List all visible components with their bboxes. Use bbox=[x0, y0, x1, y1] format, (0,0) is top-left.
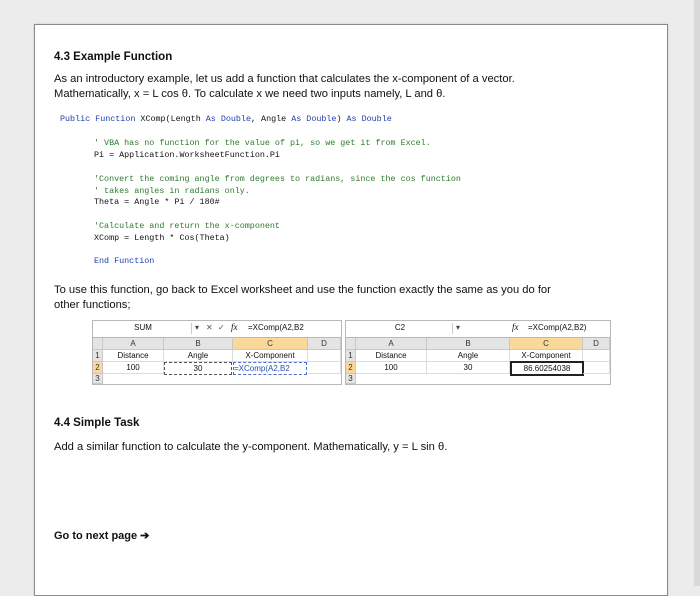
fx-icon[interactable]: fx bbox=[231, 322, 238, 332]
cell-a1[interactable]: Distance bbox=[356, 350, 427, 362]
cell-c1[interactable]: X-Component bbox=[233, 350, 308, 362]
code-xcomp-assignment: XComp = Length * Cos(Theta) bbox=[94, 233, 230, 243]
code-pi-assignment: Pi = Application.WorksheetFunction.Pi bbox=[94, 150, 280, 160]
row-header-3[interactable]: 3 bbox=[346, 374, 356, 384]
code-end-function: End Function bbox=[94, 256, 155, 266]
column-header-a[interactable]: A bbox=[103, 338, 164, 350]
intro-paragraph-line1: As an introductory example, let us add a function that calculates the x-component of a vector. bbox=[54, 73, 515, 85]
cell-b2-marching[interactable]: 30 bbox=[164, 362, 232, 375]
cell-a1[interactable]: Distance bbox=[103, 350, 164, 362]
code-comment-radians: ' takes angles in radians only. bbox=[94, 186, 250, 196]
cell-c2-selected[interactable]: 86.60254038 bbox=[510, 361, 584, 376]
usage-paragraph-line2: other functions; bbox=[54, 299, 131, 311]
excel-screenshot-editing bbox=[92, 320, 342, 385]
cell-b2[interactable]: 30 bbox=[427, 362, 510, 374]
row-header-1[interactable]: 1 bbox=[346, 350, 356, 362]
corner-select-all[interactable] bbox=[93, 338, 103, 350]
cell-d2[interactable] bbox=[583, 362, 610, 374]
cell-d1[interactable] bbox=[308, 350, 341, 362]
chevron-down-icon[interactable]: ▾ bbox=[195, 323, 200, 332]
usage-paragraph-line1: To use this function, go back to Excel worksheet and use the function exactly the same as you do for bbox=[54, 284, 551, 296]
code-text: ) bbox=[336, 114, 347, 124]
column-header-d[interactable]: D bbox=[583, 338, 610, 350]
intro-paragraph-line2: Mathematically, x = L cos θ. To calculate x we need two inputs namely, L and θ. bbox=[54, 88, 446, 100]
name-box[interactable]: C2 bbox=[348, 323, 453, 334]
code-comment-pi: ' VBA has no function for the value of pi, so we get it from Excel. bbox=[94, 138, 431, 148]
excel-screenshot-result bbox=[345, 320, 611, 385]
cell-c1[interactable]: X-Component bbox=[510, 350, 583, 362]
code-keyword: As Double bbox=[205, 114, 251, 124]
code-keyword: Public Function bbox=[60, 114, 136, 124]
section-title-example-function: 4.3 Example Function bbox=[54, 51, 173, 63]
code-comment-calculate: 'Calculate and return the x-component bbox=[94, 221, 280, 231]
column-header-c[interactable]: C bbox=[233, 338, 308, 350]
column-header-b[interactable]: B bbox=[164, 338, 233, 350]
code-text: , Angle bbox=[251, 114, 292, 124]
enter-check-icon[interactable]: ✓ bbox=[218, 323, 225, 332]
row-header-3[interactable]: 3 bbox=[93, 374, 103, 384]
formula-input[interactable]: =XComp(A2,B2) bbox=[528, 323, 587, 332]
corner-select-all[interactable] bbox=[346, 338, 356, 350]
code-text: XComp(Length bbox=[135, 114, 206, 124]
code-keyword: As Double bbox=[291, 114, 337, 124]
window-edge bbox=[694, 0, 700, 586]
code-keyword: As Double bbox=[346, 114, 392, 124]
column-header-c[interactable]: C bbox=[510, 338, 583, 350]
formula-input[interactable]: =XComp(A2,B2 bbox=[248, 323, 304, 332]
cell-c2-editing[interactable]: =XComp(A2,B2 bbox=[233, 362, 307, 375]
row-header-1[interactable]: 1 bbox=[93, 350, 103, 362]
code-theta-assignment: Theta = Angle * Pi / 180# bbox=[94, 197, 220, 207]
row-header-2[interactable]: 2 bbox=[346, 362, 356, 374]
column-header-b[interactable]: B bbox=[427, 338, 510, 350]
cell-b1[interactable]: Angle bbox=[164, 350, 233, 362]
cancel-icon[interactable]: ✕ bbox=[206, 323, 213, 332]
fx-icon[interactable]: fx bbox=[512, 322, 519, 332]
name-box[interactable]: SUM bbox=[95, 323, 192, 334]
formula-bar bbox=[346, 321, 610, 338]
code-comment-convert: 'Convert the coming angle from degrees to radians, since the cos function bbox=[94, 174, 461, 184]
code-signature bbox=[60, 114, 392, 126]
task-paragraph: Add a similar function to calculate the y-component. Mathematically, y = L sin θ. bbox=[54, 441, 448, 453]
cell-a2[interactable]: 100 bbox=[356, 362, 427, 374]
row-header-2[interactable]: 2 bbox=[93, 362, 103, 374]
chevron-down-icon[interactable]: ▾ bbox=[456, 323, 461, 332]
cell-d1[interactable] bbox=[583, 350, 610, 362]
next-page-link[interactable]: Go to next page ➔ bbox=[54, 530, 150, 542]
formula-bar bbox=[93, 321, 341, 338]
section-title-simple-task: 4.4 Simple Task bbox=[54, 417, 140, 429]
cell-a2[interactable]: 100 bbox=[103, 362, 164, 374]
cell-b1[interactable]: Angle bbox=[427, 350, 510, 362]
column-header-a[interactable]: A bbox=[356, 338, 427, 350]
column-header-d[interactable]: D bbox=[308, 338, 341, 350]
cell-d2[interactable] bbox=[308, 362, 341, 374]
